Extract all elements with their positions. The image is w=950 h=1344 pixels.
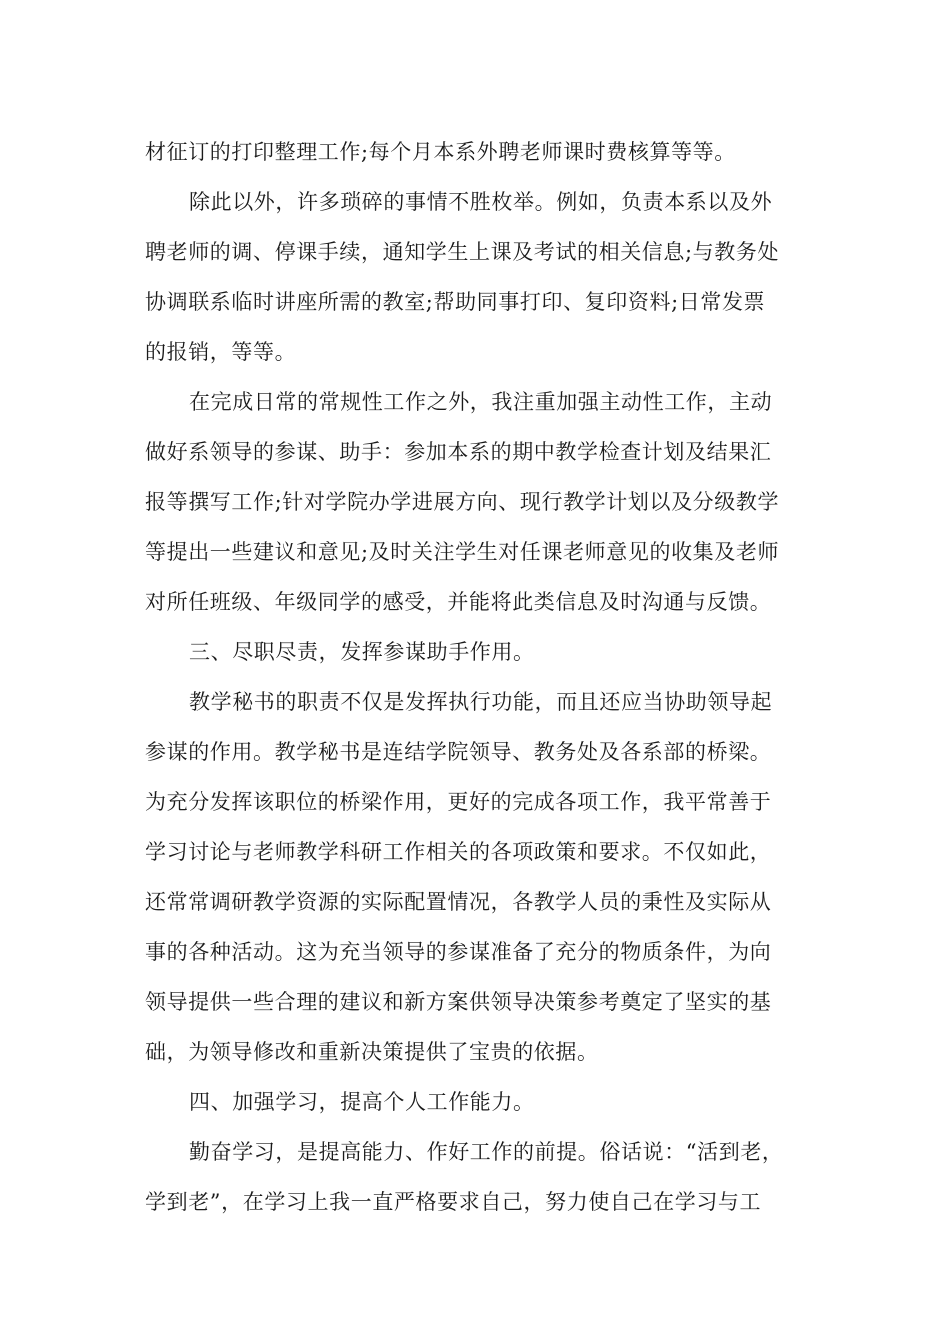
text-line-16: 还常常调研教学资源的实际配置情况，各教学人员的秉性及实际从: [145, 890, 772, 914]
text-line-13: 参谋的作用。教学秘书是连结学院领导、教务处及各系部的桥梁。: [145, 740, 772, 764]
text-line-18: 领导提供一些合理的建议和新方案供领导决策参考奠定了坚实的基: [145, 990, 772, 1014]
text-line-10: 对所任班级、年级同学的感受，并能将此类信息及时沟通与反馈。: [145, 590, 772, 614]
text-line-14: 为充分发挥该职位的桥梁作用，更好的完成各项工作，我平常善于: [145, 790, 772, 814]
text-line-21: 勤奋学习，是提高能力、作好工作的前提。俗话说：“活到老，: [189, 1140, 784, 1164]
section-heading-4: 四、加强学习，提高个人工作能力。: [189, 1090, 535, 1114]
text-line-5: 的报销，等等。: [145, 340, 297, 364]
text-line-22: 学到老”，在学习上我一直严格要求自己，努力使自己在学习与工: [145, 1190, 762, 1214]
text-line-9: 等提出一些建议和意见;及时关注学生对任课老师意见的收集及老师: [145, 540, 780, 564]
text-line-2: 除此以外，许多琐碎的事情不胜枚举。例如，负责本系以及外: [189, 190, 773, 214]
section-heading-3: 三、尽职尽责，发挥参谋助手作用。: [189, 640, 535, 664]
text-line-17: 事的各种活动。这为充当领导的参谋准备了充分的物质条件，为向: [145, 940, 772, 964]
text-line-4: 协调联系临时讲座所需的教室;帮助同事打印、复印资料;日常发票: [145, 290, 766, 314]
text-line-12: 教学秘书的职责不仅是发挥执行功能，而且还应当协助领导起: [189, 690, 773, 714]
text-line-15: 学习讨论与老师教学科研工作相关的各项政策和要求。不仅如此，: [145, 840, 772, 864]
text-line-7: 做好系领导的参谋、助手：参加本系的期中教学检查计划及结果汇: [145, 440, 772, 464]
text-line-3: 聘老师的调、停课手续，通知学生上课及考试的相关信息;与教务处: [145, 240, 780, 264]
document-body: [145, 127, 815, 1227]
text-line-6: 在完成日常的常规性工作之外，我注重加强主动性工作，主动: [189, 390, 773, 414]
text-line-1: 材征订的打印整理工作;每个月本系外聘老师课时费核算等等。: [145, 140, 736, 164]
text-line-19: 础，为领导修改和重新决策提供了宝贵的依据。: [145, 1040, 599, 1064]
text-line-8: 报等撰写工作;针对学院办学进展方向、现行教学计划以及分级教学: [145, 490, 780, 514]
